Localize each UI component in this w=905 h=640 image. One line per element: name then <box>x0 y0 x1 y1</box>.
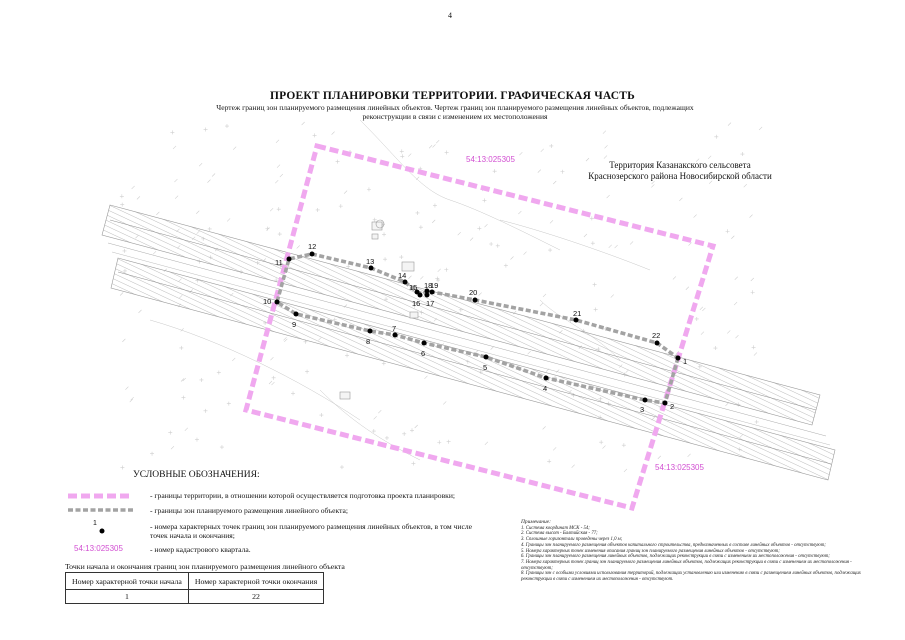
terrain-mark <box>208 227 212 231</box>
terrain-mark <box>277 207 281 211</box>
terrain-mark <box>603 131 606 134</box>
terrain-mark <box>175 196 178 199</box>
terrain-mark <box>751 290 755 294</box>
terrain-mark <box>415 425 418 428</box>
terrain-mark <box>316 208 320 212</box>
legend-cadastral-sample: 54:13:025305 <box>74 544 123 553</box>
terrain-mark <box>754 353 757 356</box>
note-item: 7. Номера характерных точек границ зон планируемого размещения линейных объектов, подлежащих реконструкции в связи с изменением их местоположения - отсутствуют; <box>521 559 852 571</box>
terrain-mark <box>374 416 377 419</box>
terrain-mark <box>291 391 295 395</box>
point-marker <box>418 293 423 298</box>
terrain-mark <box>751 278 754 281</box>
point-label: 5 <box>483 363 488 372</box>
terrain-mark <box>383 257 387 261</box>
terrain-mark <box>402 432 406 436</box>
terrain-mark <box>630 241 633 244</box>
table-cell-start: 1 <box>66 590 189 604</box>
terrain-mark <box>602 446 605 449</box>
terrain-mark <box>265 227 269 231</box>
terrain-mark <box>276 140 279 143</box>
terrain-mark <box>735 277 738 280</box>
terrain-mark <box>611 295 614 298</box>
terrain-mark <box>622 443 626 447</box>
terrain-mark <box>139 310 142 313</box>
terrain-mark <box>609 245 612 248</box>
terrain-mark <box>227 402 231 406</box>
page-title: ПРОЕКТ ПЛАНИРОВКИ ТЕРРИТОРИИ. ГРАФИЧЕСКАЯ ЧАСТЬ <box>270 90 635 102</box>
terrain-mark <box>227 218 230 221</box>
terrain-mark <box>594 308 598 312</box>
point-marker <box>655 341 660 346</box>
legend-point-number: 1 <box>93 520 97 527</box>
point-label: 15 <box>409 283 418 292</box>
terrain-mark <box>410 428 414 432</box>
terrain-mark <box>433 203 437 207</box>
terrain-mark <box>120 293 123 296</box>
legend-title: УСЛОВНЫЕ ОБОЗНАЧЕНИЯ: <box>133 470 260 480</box>
terrain-mark <box>204 409 208 413</box>
terrain-mark <box>233 147 236 150</box>
point-marker <box>294 312 299 317</box>
terrain-mark <box>199 378 203 382</box>
territory-line-2: Краснозерского района Новосибирской области <box>588 171 772 181</box>
territory-label <box>575 160 785 182</box>
terrain-mark <box>591 241 595 245</box>
terrain-mark <box>470 238 473 241</box>
terrain-mark <box>438 269 441 272</box>
point-label: 16 <box>412 299 421 308</box>
point-label: 20 <box>469 288 478 297</box>
terrain-mark <box>731 236 734 239</box>
terrain-mark <box>408 276 411 279</box>
terrain-mark <box>204 127 208 131</box>
terrain-mark <box>373 218 377 222</box>
terrain-mark <box>679 198 682 201</box>
terrain-mark <box>399 255 403 259</box>
terrain-mark <box>658 456 661 459</box>
note-item: 3. Сплошные горизонтали проведены через 1,0 м; <box>521 537 623 543</box>
terrain-mark <box>275 180 278 183</box>
terrain-mark <box>408 154 411 157</box>
terrain-mark <box>120 203 124 207</box>
terrain-mark <box>120 194 124 198</box>
terrain-mark <box>725 403 728 406</box>
terrain-mark <box>553 447 556 450</box>
point-marker <box>369 266 374 271</box>
terrain-mark <box>132 186 135 189</box>
terrain-mark <box>207 180 210 183</box>
terrain-mark <box>232 358 235 361</box>
terrain-mark <box>346 264 350 268</box>
terrain-mark <box>156 212 159 215</box>
terrain-mark <box>695 317 699 321</box>
terrain-mark <box>549 144 553 148</box>
terrain-mark <box>543 426 546 429</box>
terrain-mark <box>744 184 747 187</box>
terrain-mark <box>759 127 762 130</box>
terrain-mark <box>750 215 753 218</box>
terrain-mark <box>120 465 124 469</box>
point-label: 14 <box>398 271 407 280</box>
terrain-mark <box>604 156 607 159</box>
terrain-mark <box>196 211 199 214</box>
terrain-mark <box>344 191 347 194</box>
terrain-mark <box>195 438 199 442</box>
terrain-mark <box>740 152 744 156</box>
legend-item-zone: - границы зон планируемого размещения линейного объекта; <box>150 506 349 515</box>
point-marker <box>430 290 435 295</box>
terrain-mark <box>272 376 276 380</box>
point-label: 18 <box>424 281 433 290</box>
point-label: 8 <box>366 337 371 346</box>
point-marker <box>403 280 408 285</box>
terrain-mark <box>701 332 704 335</box>
legend-item-territory: - границы территории, в отношении которой осуществляется подготовка проекта планировки; <box>150 491 456 500</box>
terrain-mark <box>411 461 415 465</box>
terrain-mark <box>482 198 486 202</box>
terrain-mark <box>220 445 224 449</box>
point-marker <box>287 257 292 262</box>
note-item: 6. Границы зон планируемого размещения линейных объектов, подлежащих реконструкции в связи с изменением их местоположения - отсутствуют; <box>521 554 830 560</box>
terrain-mark <box>572 465 575 468</box>
terrain-mark <box>400 154 404 158</box>
legend-point-sample <box>100 529 105 534</box>
terrain-mark <box>447 440 451 444</box>
terrain-mark <box>270 357 273 360</box>
terrain-mark <box>280 174 283 177</box>
point-label: 3 <box>640 405 645 414</box>
terrain-mark <box>340 465 344 469</box>
point-marker <box>574 318 579 323</box>
point-label: 10 <box>263 297 272 306</box>
terrain-mark <box>416 177 419 180</box>
terrain-mark <box>543 294 546 297</box>
terrain-mark <box>266 228 269 231</box>
point-label: 9 <box>292 320 297 329</box>
terrain-mark <box>122 249 126 253</box>
terrain-mark <box>137 196 140 199</box>
note-item: 4. Границы зон планируемого размещения объектов капитального строительства, предназначенных в составе линейных объектов - отсутствуют; <box>521 542 826 548</box>
terrain-mark <box>420 276 423 279</box>
point-label: 22 <box>652 331 661 340</box>
terrain-mark <box>755 420 759 424</box>
terrain-mark <box>504 264 508 268</box>
notes-title: Примечание: <box>521 519 551 525</box>
terrain-mark <box>524 252 527 255</box>
terrain-mark <box>560 170 564 174</box>
terrain-mark <box>378 410 381 413</box>
terrain-mark <box>615 245 618 248</box>
terrain-mark <box>319 413 323 417</box>
terrain-mark <box>424 376 427 379</box>
page-subtitle: Чертеж границ зон планируемого размещения линейных объектов. Чертеж границ зон планируемого размещения линейных объектов, подлежащих реконструкции в связи с изменением их местоположения <box>216 103 694 121</box>
terrain-mark <box>547 459 551 463</box>
terrain-mark <box>752 345 756 349</box>
start-end-points-table <box>65 572 324 604</box>
terrain-mark <box>372 429 376 433</box>
point-marker <box>643 398 648 403</box>
terrain-mark <box>277 165 280 168</box>
point-label: 1 <box>683 357 688 366</box>
terrain-mark <box>689 243 692 246</box>
terrain-mark <box>624 469 627 472</box>
terrain-mark <box>122 339 125 342</box>
point-marker <box>393 333 398 338</box>
terrain-mark <box>437 440 441 444</box>
terrain-mark <box>484 224 487 227</box>
point-label: 4 <box>543 384 548 393</box>
point-label: 2 <box>670 402 675 411</box>
terrain-mark <box>726 229 730 233</box>
terrain-mark <box>168 431 172 435</box>
terrain-mark <box>153 251 156 254</box>
notes-block <box>521 520 881 583</box>
point-marker <box>544 376 549 381</box>
terrain-mark <box>688 454 691 457</box>
terrain-mark <box>700 307 703 310</box>
terrain-mark <box>179 346 183 350</box>
terrain-mark <box>553 181 556 184</box>
terrain-mark <box>432 220 435 223</box>
terrain-mark <box>419 225 423 229</box>
terrain-mark <box>278 232 282 236</box>
terrain-mark <box>400 149 404 153</box>
note-item: 8. Границы зон с особыми условиями использования территорий, подлежащих установлению или изменению в связи с размещением линейных объектов, подлежащих реконструкции в связи с изменением их местоположения - отсутствуют. <box>521 571 861 583</box>
point-label: 17 <box>426 299 435 308</box>
terrain-mark <box>302 122 305 125</box>
note-item: 2. Система высот - Балтийская - 77; <box>521 531 598 537</box>
note-item: 5. Номера характерных точек изменения описания границ зон планируемого размещения линейных объектов - отсутствуют; <box>521 548 780 554</box>
table-header-start: Номер характерной точки начала <box>66 573 189 590</box>
point-label: 13 <box>366 257 375 266</box>
point-label: 6 <box>421 349 426 358</box>
table-header-end: Номер характерной точки окончания <box>188 573 323 590</box>
terrain-mark <box>174 179 177 182</box>
point-label: 21 <box>573 309 582 318</box>
point-marker <box>275 300 280 305</box>
terrain-mark <box>445 150 449 154</box>
terrain-mark <box>313 133 317 137</box>
terrain-mark <box>125 387 128 390</box>
legend-item-cadastral: - номер кадастрового квартала. <box>150 545 251 554</box>
terrain-mark <box>548 248 552 252</box>
terrain-mark <box>181 396 185 400</box>
terrain-mark <box>479 293 482 296</box>
table-caption: Точки начала и окончания границ зон планируемого размещения линейного объекта <box>65 562 345 571</box>
terrain-mark <box>171 446 174 449</box>
terrain-mark <box>443 401 446 404</box>
terrain-mark <box>271 382 274 385</box>
terrain-mark <box>584 234 587 237</box>
terrain-mark <box>212 173 215 176</box>
terrain-mark <box>528 351 531 354</box>
terrain-mark <box>713 346 717 350</box>
terrain-mark <box>367 187 371 191</box>
terrain-mark <box>519 152 522 155</box>
terrain-mark <box>173 146 176 149</box>
terrain-mark <box>550 220 553 223</box>
point-marker <box>473 298 478 303</box>
terrain-mark <box>714 135 718 139</box>
terrain-mark <box>607 195 610 198</box>
terrain-mark <box>496 244 500 248</box>
terrain-mark <box>708 156 711 159</box>
terrain-mark <box>297 245 300 248</box>
terrain-mark <box>673 276 676 279</box>
terrain-mark <box>651 184 654 187</box>
terrain-mark <box>385 436 389 440</box>
terrain-mark <box>382 232 386 236</box>
terrain-mark <box>332 132 335 135</box>
terrain-mark <box>185 428 188 431</box>
terrain-mark <box>485 442 488 445</box>
terrain-mark <box>728 123 731 126</box>
terrain-mark <box>444 268 448 272</box>
terrain-mark <box>590 216 594 220</box>
terrain-mark <box>339 204 343 208</box>
terrain-mark <box>511 256 514 259</box>
terrain-mark <box>605 145 608 148</box>
terrain-mark <box>593 283 597 287</box>
cadastral-label: 54:13:025305 <box>466 155 515 164</box>
point-label: 12 <box>308 242 317 251</box>
page-number: 4 <box>448 11 452 20</box>
terrain-mark <box>727 330 730 333</box>
terrain-mark <box>199 163 202 166</box>
terrain-mark <box>493 169 497 173</box>
terrain-mark <box>269 381 272 384</box>
table-header-row <box>66 573 324 590</box>
terrain-mark <box>518 211 521 214</box>
terrain-mark <box>270 208 273 211</box>
terrain-mark <box>541 149 544 152</box>
terrain-mark <box>170 130 174 134</box>
terrain-mark <box>305 370 309 374</box>
terrain-mark <box>538 170 541 173</box>
road-corridor <box>102 205 835 480</box>
terrain-mark <box>436 140 439 143</box>
point-marker <box>663 401 668 406</box>
terrain-mark <box>345 353 349 357</box>
terrain-mark <box>225 124 229 128</box>
terrain-mark <box>735 335 738 338</box>
point-label: 7 <box>392 324 397 333</box>
terrain-mark <box>599 440 603 444</box>
terrain-mark <box>336 160 340 164</box>
terrain-mark <box>382 361 386 365</box>
terrain-mark <box>702 308 705 311</box>
terrain-mark <box>217 370 221 374</box>
terrain-mark <box>433 144 436 147</box>
terrain-mark <box>491 347 494 350</box>
terrain-mark <box>416 211 420 215</box>
cadastral-label: 54:13:025305 <box>655 463 704 472</box>
table-row <box>66 590 324 604</box>
territory-line-1: Территория Казанакского сельсовета <box>609 160 751 170</box>
point-label: 19 <box>430 281 439 290</box>
terrain-mark <box>150 452 154 456</box>
terrain-mark <box>489 242 493 246</box>
note-item: 1. Система координат МСК - 54; <box>521 525 590 531</box>
point-label: 11 <box>275 258 283 267</box>
point-marker <box>422 341 427 346</box>
terrain-mark <box>734 302 737 305</box>
terrain-mark <box>429 145 432 148</box>
point-marker <box>368 329 373 334</box>
point-marker <box>676 356 681 361</box>
legend-item-points: - номера характерных точек границ зон планируемого размещения линейных объектов, в том числе точек начала и окончания; <box>150 522 472 540</box>
table-cell-end: 22 <box>188 590 323 604</box>
terrain-mark <box>458 232 461 235</box>
terrain-mark <box>540 303 543 306</box>
terrain-mark <box>477 226 481 230</box>
point-marker <box>310 252 315 257</box>
terrain-mark <box>694 215 697 218</box>
point-marker <box>484 355 489 360</box>
terrain-mark <box>686 287 689 290</box>
